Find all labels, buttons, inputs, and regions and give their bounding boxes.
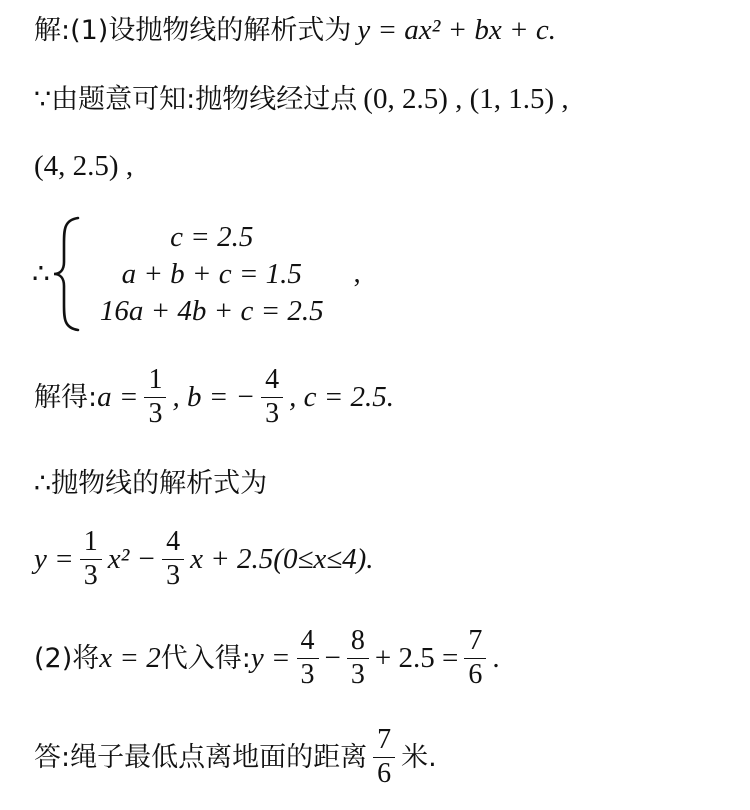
x-squared-term: x² − [107,542,157,575]
part2-label: (2)将 [34,642,100,674]
part2-fraction-3: $\frac{7}{6}$ [464,627,486,689]
minus-sign: − [324,641,341,674]
line-part2 [34,627,500,689]
part2-fraction-2: $\frac{8}{3}$ [347,627,369,689]
x-value: x = 2 [99,641,161,674]
points-list-1: (0, 2.5) , (1, 1.5) , [363,83,569,115]
solved-label: 解得: [34,381,98,413]
answer-unit: 米. [401,741,437,773]
a-equals: a = [97,380,139,413]
system-equations [100,219,324,330]
line-solutions [34,366,394,428]
line-answer [34,726,437,788]
points-list-2: (4, 2.5) , [34,150,134,182]
part2-fraction-1: $\frac{4}{3}$ [297,627,319,689]
b-fraction: $\frac{4}{3}$ [261,366,283,428]
plus-term: + 2.5 = [374,641,459,674]
line-formula [34,528,374,590]
equation-3: 16a + 4b + c = 2.5 [99,294,324,327]
formula-tail: x + 2.5(0≤x≤4). [190,542,374,575]
left-brace-icon [50,214,84,334]
parabola-statement: ∴抛物线的解析式为 [34,468,268,499]
y-equals: y = [34,542,74,575]
answer-fraction: $\frac{7}{6}$ [373,726,395,788]
c-equals: , c = 2.5. [289,380,395,413]
equation-2: a + b + c = 1.5 [121,257,302,290]
coef-fraction-2: $\frac{4}{3}$ [162,528,184,590]
line-3 [34,152,133,181]
part1-label: 解:(1)设抛物线的解析式为 [34,15,352,46]
y-equals-2: y = [250,641,291,674]
substitute-text: 代入得: [160,642,251,674]
equation-system [32,214,361,334]
line-1 [34,16,556,45]
equation-1: c = 2.5 [170,220,254,253]
period: . [492,641,500,674]
therefore-symbol: ∴ [32,259,50,290]
coef-fraction-1: $\frac{1}{3}$ [80,528,102,590]
system-comma: , [353,258,361,289]
a-fraction: $\frac{1}{3}$ [144,366,166,428]
b-equals: , b = − [172,380,256,413]
line-6 [34,470,267,497]
answer-text: 答:绳子最低点离地面的距离 [34,741,368,773]
general-form-equation: y = ax² + bx + c. [357,14,556,46]
line-2 [34,85,569,114]
given-condition-text: ∵由题意可知:抛物线经过点 [34,84,358,115]
